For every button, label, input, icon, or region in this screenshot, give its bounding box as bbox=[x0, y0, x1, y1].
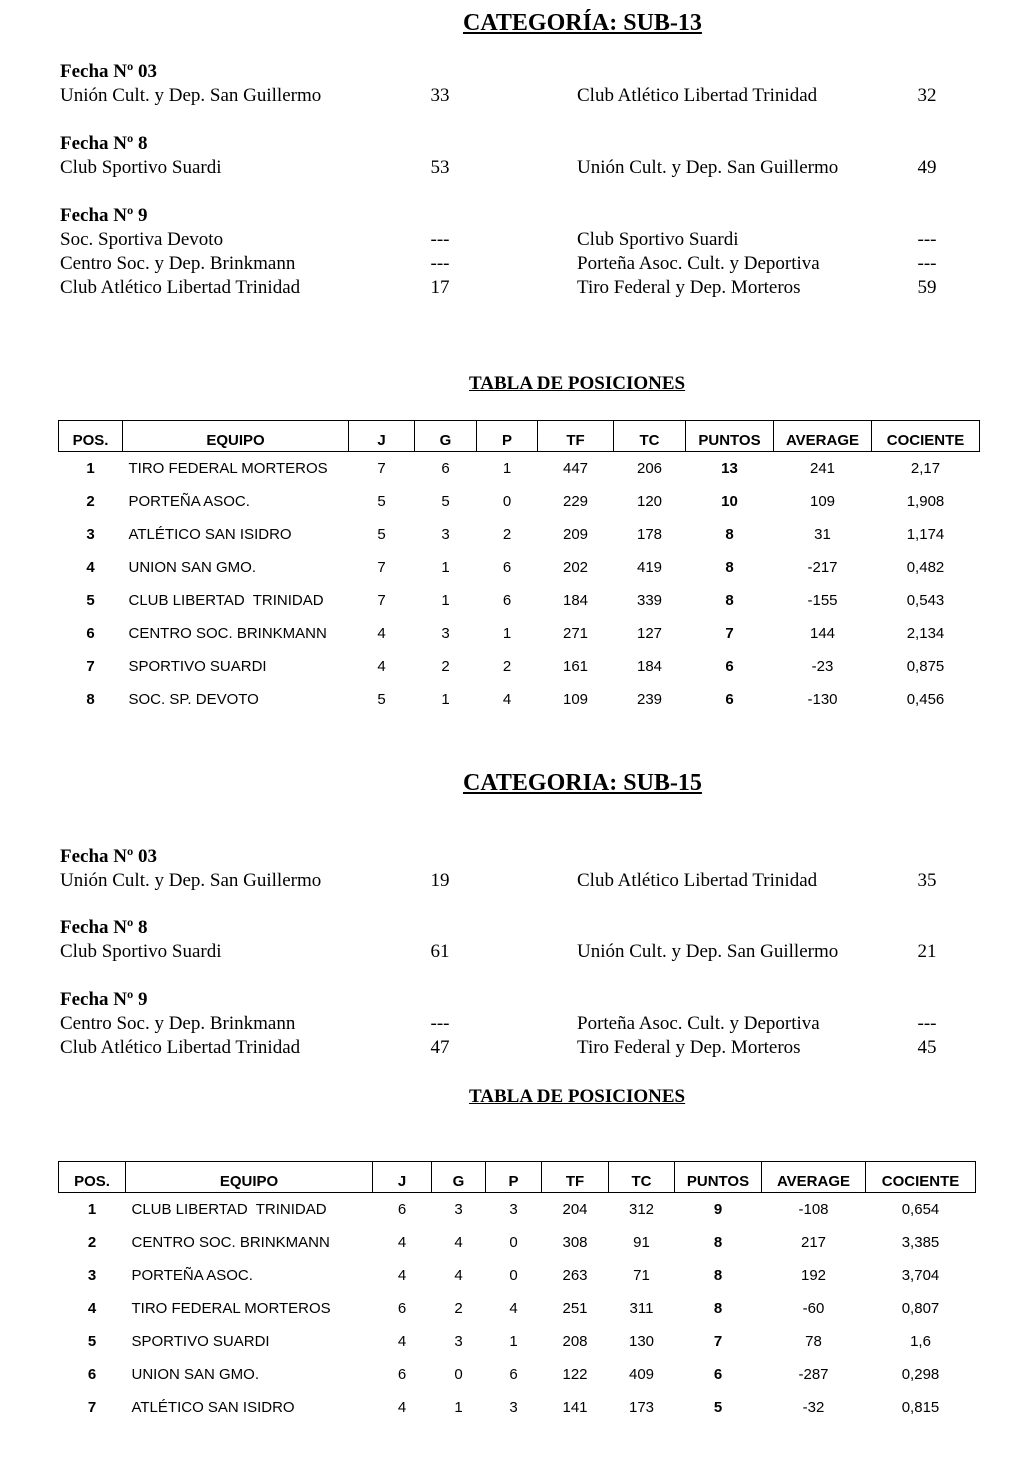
puntos-cell: 13 bbox=[721, 460, 738, 477]
cociente-cell: 0,654 bbox=[901, 1201, 940, 1218]
team-cell: PORTEÑA ASOC. bbox=[131, 1267, 253, 1284]
j-cell: 6 bbox=[397, 1300, 407, 1317]
j-cell: 4 bbox=[377, 625, 386, 642]
tc-cell: 206 bbox=[636, 460, 663, 477]
home-team: Unión Cult. y Dep. San Guillermo bbox=[60, 85, 322, 106]
standings-title: TABLA DE POSICIONES bbox=[469, 373, 686, 394]
home-score: --- bbox=[430, 253, 450, 274]
g-cell: 3 bbox=[454, 1333, 463, 1350]
j-cell: 6 bbox=[397, 1201, 407, 1218]
g-cell: 0 bbox=[454, 1366, 463, 1383]
category-title-sub15: CATEGORIA: SUB-15 bbox=[463, 770, 702, 796]
g-cell: 5 bbox=[441, 493, 450, 510]
puntos-cell: 8 bbox=[713, 1267, 723, 1284]
table-row bbox=[59, 1358, 976, 1391]
away-team: Tiro Federal y Dep. Morteros bbox=[577, 277, 801, 298]
cociente-cell: 1,6 bbox=[910, 1333, 931, 1350]
tc-cell: 184 bbox=[636, 658, 663, 675]
tf-cell: 122 bbox=[562, 1366, 588, 1383]
tc-cell: 311 bbox=[629, 1300, 654, 1317]
p-cell: 3 bbox=[509, 1399, 518, 1416]
tf-cell: 447 bbox=[562, 460, 589, 477]
away-score: --- bbox=[917, 229, 937, 250]
pos-cell: 4 bbox=[87, 1300, 97, 1317]
pos-cell: 6 bbox=[86, 625, 95, 642]
pos-cell: 1 bbox=[87, 1201, 97, 1218]
tc-cell: 91 bbox=[633, 1234, 650, 1251]
puntos-cell: 8 bbox=[725, 559, 734, 576]
away-team: Porteña Asoc. Cult. y Deportiva bbox=[577, 1013, 820, 1034]
tf-cell: 251 bbox=[562, 1300, 588, 1317]
tc-cell: 312 bbox=[628, 1201, 655, 1218]
home-score: --- bbox=[430, 1013, 450, 1034]
pos-cell: 3 bbox=[86, 526, 95, 543]
away-team: Club Atlético Libertad Trinidad bbox=[577, 85, 818, 106]
home-team: Centro Soc. y Dep. Brinkmann bbox=[60, 253, 296, 274]
g-cell: 3 bbox=[454, 1201, 463, 1218]
tf-cell: 208 bbox=[562, 1333, 588, 1350]
team-cell: CENTRO SOC. BRINKMANN bbox=[131, 1234, 330, 1251]
g-cell: 3 bbox=[441, 526, 450, 543]
table-row bbox=[59, 1292, 976, 1325]
pos-cell: 4 bbox=[86, 559, 95, 576]
cociente-cell: 1,174 bbox=[906, 526, 945, 543]
puntos-cell: 7 bbox=[725, 625, 734, 642]
home-team: Club Sportivo Suardi bbox=[60, 157, 222, 178]
tc-cell: 419 bbox=[636, 559, 663, 576]
tf-cell: 229 bbox=[562, 493, 589, 510]
pos-cell: 1 bbox=[86, 460, 95, 477]
g-cell: 2 bbox=[454, 1300, 463, 1317]
away-team: Tiro Federal y Dep. Morteros bbox=[577, 1037, 801, 1058]
g-cell: 3 bbox=[441, 625, 450, 642]
p-cell: 4 bbox=[502, 691, 512, 708]
home-score: 47 bbox=[430, 1037, 450, 1058]
g-cell: 2 bbox=[441, 658, 450, 675]
table-row bbox=[59, 1226, 976, 1259]
away-team: Unión Cult. y Dep. San Guillermo bbox=[577, 157, 839, 178]
team-cell: SPORTIVO SUARDI bbox=[128, 658, 267, 675]
p-cell: 6 bbox=[502, 559, 512, 576]
fecha-label: Fecha Nº 8 bbox=[60, 917, 148, 938]
p-cell: 0 bbox=[502, 493, 512, 510]
puntos-cell: 5 bbox=[713, 1399, 723, 1416]
cociente-cell: 3,385 bbox=[901, 1234, 940, 1251]
fecha-label: Fecha Nº 03 bbox=[60, 61, 158, 82]
g-cell: 1 bbox=[454, 1399, 463, 1416]
puntos-cell: 8 bbox=[713, 1300, 723, 1317]
team-cell: ATLÉTICO SAN ISIDRO bbox=[128, 526, 292, 543]
g-cell: 4 bbox=[454, 1234, 463, 1251]
away-score: 35 bbox=[917, 870, 937, 891]
tc-cell: 178 bbox=[636, 526, 663, 543]
cociente-cell: 1,908 bbox=[906, 493, 945, 510]
average-cell: 241 bbox=[809, 460, 836, 477]
table-row bbox=[59, 584, 980, 617]
puntos-cell: 6 bbox=[725, 691, 734, 708]
average-cell: 31 bbox=[814, 526, 831, 543]
cociente-cell: 3,704 bbox=[901, 1267, 940, 1284]
header-pos: POS. bbox=[59, 1162, 126, 1193]
header-equipo: EQUIPO bbox=[126, 1162, 373, 1193]
tc-cell: 409 bbox=[628, 1366, 655, 1383]
category-title-sub13: CATEGORÍA: SUB-13 bbox=[463, 10, 702, 36]
tf-cell: 202 bbox=[562, 559, 589, 576]
tf-cell: 271 bbox=[562, 625, 589, 642]
away-score: 49 bbox=[917, 157, 937, 178]
home-score: 17 bbox=[430, 277, 450, 298]
table-header-row bbox=[59, 1162, 976, 1193]
pos-cell: 7 bbox=[87, 1399, 97, 1416]
j-cell: 4 bbox=[397, 1399, 407, 1416]
team-cell: CLUB LIBERTAD TRINIDAD bbox=[131, 1201, 327, 1218]
pos-cell: 2 bbox=[86, 493, 95, 510]
p-cell: 2 bbox=[502, 658, 512, 675]
g-cell: 4 bbox=[454, 1267, 463, 1284]
table-row bbox=[59, 1391, 976, 1424]
home-team: Soc. Sportiva Devoto bbox=[60, 229, 224, 250]
header-cociente: COCIENTE bbox=[872, 421, 980, 452]
table-row bbox=[59, 1259, 976, 1292]
j-cell: 4 bbox=[377, 658, 386, 675]
pos-cell: 6 bbox=[87, 1366, 97, 1383]
g-cell: 6 bbox=[441, 460, 450, 477]
j-cell: 4 bbox=[397, 1234, 407, 1251]
j-cell: 7 bbox=[377, 559, 386, 576]
table-row bbox=[59, 1193, 976, 1227]
fecha-label: Fecha Nº 9 bbox=[60, 205, 148, 226]
home-score: 19 bbox=[430, 870, 450, 891]
table-header-row bbox=[59, 421, 980, 452]
header-tf: TF bbox=[542, 1162, 609, 1193]
header-average: AVERAGE bbox=[762, 1162, 866, 1193]
team-cell: TIRO FEDERAL MORTEROS bbox=[128, 460, 328, 477]
table-row bbox=[59, 1325, 976, 1358]
cociente-cell: 0,543 bbox=[906, 592, 945, 609]
tc-cell: 130 bbox=[628, 1333, 655, 1350]
j-cell: 6 bbox=[397, 1366, 407, 1383]
pos-cell: 7 bbox=[86, 658, 95, 675]
puntos-cell: 8 bbox=[713, 1234, 723, 1251]
fecha-label: Fecha Nº 9 bbox=[60, 989, 148, 1010]
away-score: 32 bbox=[917, 85, 937, 106]
puntos-cell: 8 bbox=[725, 592, 734, 609]
header-tc: TC bbox=[614, 421, 686, 452]
p-cell: 1 bbox=[509, 1333, 518, 1350]
away-score: 59 bbox=[917, 277, 937, 298]
header-tc: TC bbox=[609, 1162, 675, 1193]
standings-title: TABLA DE POSICIONES bbox=[469, 1086, 686, 1107]
j-cell: 7 bbox=[377, 592, 386, 609]
average-cell: -217 bbox=[807, 559, 838, 576]
table-row bbox=[59, 518, 980, 551]
home-team: Club Atlético Libertad Trinidad bbox=[60, 277, 301, 298]
p-cell: 0 bbox=[509, 1267, 518, 1284]
puntos-cell: 7 bbox=[713, 1333, 723, 1350]
g-cell: 1 bbox=[441, 559, 450, 576]
header-average: AVERAGE bbox=[774, 421, 872, 452]
header-pos: POS. bbox=[59, 421, 123, 452]
average-cell: -287 bbox=[798, 1366, 829, 1383]
p-cell: 2 bbox=[502, 526, 512, 543]
g-cell: 1 bbox=[441, 592, 450, 609]
standings-table-sub15 bbox=[58, 1161, 976, 1424]
header-puntos: PUNTOS bbox=[675, 1162, 762, 1193]
header-puntos: PUNTOS bbox=[686, 421, 774, 452]
header-g: G bbox=[432, 1162, 486, 1193]
average-cell: 109 bbox=[809, 493, 836, 510]
table-row bbox=[59, 452, 980, 486]
team-cell: SPORTIVO SUARDI bbox=[131, 1333, 270, 1350]
fecha-label: Fecha Nº 8 bbox=[60, 133, 148, 154]
cociente-cell: 0,298 bbox=[901, 1366, 940, 1383]
j-cell: 4 bbox=[397, 1267, 407, 1284]
average-cell: -23 bbox=[811, 658, 834, 675]
header-j: J bbox=[349, 421, 415, 452]
average-cell: 144 bbox=[809, 625, 836, 642]
team-cell: CLUB LIBERTAD TRINIDAD bbox=[128, 592, 324, 609]
tf-cell: 204 bbox=[562, 1201, 588, 1218]
cociente-cell: 2,17 bbox=[910, 460, 941, 477]
j-cell: 5 bbox=[377, 493, 386, 510]
tc-cell: 71 bbox=[633, 1267, 650, 1284]
p-cell: 1 bbox=[502, 625, 512, 642]
away-score: --- bbox=[917, 253, 937, 274]
j-cell: 5 bbox=[377, 691, 386, 708]
cociente-cell: 0,815 bbox=[901, 1399, 940, 1416]
table-row bbox=[59, 551, 980, 584]
average-cell: 217 bbox=[800, 1234, 827, 1251]
tc-cell: 239 bbox=[636, 691, 663, 708]
p-cell: 6 bbox=[502, 592, 512, 609]
tf-cell: 263 bbox=[562, 1267, 588, 1284]
table-row bbox=[59, 617, 980, 650]
away-score: 45 bbox=[917, 1037, 937, 1058]
tc-cell: 339 bbox=[636, 592, 663, 609]
tc-cell: 127 bbox=[636, 625, 663, 642]
standings-table-sub13 bbox=[58, 420, 980, 716]
p-cell: 6 bbox=[509, 1366, 518, 1383]
tf-cell: 141 bbox=[562, 1399, 588, 1416]
pos-cell: 5 bbox=[86, 592, 95, 609]
home-score: --- bbox=[430, 229, 450, 250]
away-team: Unión Cult. y Dep. San Guillermo bbox=[577, 941, 839, 962]
average-cell: 192 bbox=[800, 1267, 827, 1284]
pos-cell: 2 bbox=[87, 1234, 97, 1251]
team-cell: ATLÉTICO SAN ISIDRO bbox=[131, 1399, 295, 1416]
away-team: Club Atlético Libertad Trinidad bbox=[577, 870, 818, 891]
pos-cell: 5 bbox=[87, 1333, 97, 1350]
tf-cell: 308 bbox=[562, 1234, 588, 1251]
tf-cell: 161 bbox=[562, 658, 589, 675]
away-score: --- bbox=[917, 1013, 937, 1034]
puntos-cell: 6 bbox=[713, 1366, 723, 1383]
cociente-cell: 2,134 bbox=[906, 625, 945, 642]
home-team: Club Atlético Libertad Trinidad bbox=[60, 1037, 301, 1058]
away-score: 21 bbox=[917, 941, 937, 962]
header-tf: TF bbox=[538, 421, 614, 452]
puntos-cell: 10 bbox=[721, 493, 738, 510]
header-cociente: COCIENTE bbox=[866, 1162, 976, 1193]
header-equipo: EQUIPO bbox=[123, 421, 349, 452]
puntos-cell: 8 bbox=[725, 526, 734, 543]
table-row bbox=[59, 485, 980, 518]
puntos-cell: 6 bbox=[725, 658, 734, 675]
fecha-label: Fecha Nº 03 bbox=[60, 846, 158, 867]
header-p: P bbox=[477, 421, 538, 452]
home-score: 53 bbox=[430, 157, 450, 178]
team-cell: UNION SAN GMO. bbox=[128, 559, 257, 576]
pos-cell: 3 bbox=[87, 1267, 97, 1284]
tf-cell: 209 bbox=[562, 526, 589, 543]
home-score: 33 bbox=[430, 85, 450, 106]
average-cell: -108 bbox=[798, 1201, 829, 1218]
team-cell: CENTRO SOC. BRINKMANN bbox=[128, 625, 327, 642]
home-team: Club Sportivo Suardi bbox=[60, 941, 222, 962]
tf-cell: 109 bbox=[562, 691, 589, 708]
p-cell: 3 bbox=[509, 1201, 518, 1218]
table-row bbox=[59, 650, 980, 683]
home-team: Centro Soc. y Dep. Brinkmann bbox=[60, 1013, 296, 1034]
average-cell: -32 bbox=[802, 1399, 825, 1416]
average-cell: 78 bbox=[805, 1333, 822, 1350]
p-cell: 4 bbox=[509, 1300, 518, 1317]
p-cell: 1 bbox=[502, 460, 512, 477]
tf-cell: 184 bbox=[562, 592, 589, 609]
average-cell: -130 bbox=[807, 691, 838, 708]
average-cell: -60 bbox=[802, 1300, 825, 1317]
team-cell: SOC. SP. DEVOTO bbox=[128, 691, 259, 708]
header-p: P bbox=[486, 1162, 542, 1193]
tc-cell: 120 bbox=[636, 493, 663, 510]
j-cell: 4 bbox=[397, 1333, 407, 1350]
home-team: Unión Cult. y Dep. San Guillermo bbox=[60, 870, 322, 891]
average-cell: -155 bbox=[807, 592, 838, 609]
header-j: J bbox=[373, 1162, 432, 1193]
cociente-cell: 0,807 bbox=[901, 1300, 940, 1317]
p-cell: 0 bbox=[509, 1234, 518, 1251]
away-team: Club Sportivo Suardi bbox=[577, 229, 739, 250]
j-cell: 5 bbox=[377, 526, 386, 543]
team-cell: PORTEÑA ASOC. bbox=[128, 493, 250, 510]
team-cell: TIRO FEDERAL MORTEROS bbox=[131, 1300, 331, 1317]
away-team: Porteña Asoc. Cult. y Deportiva bbox=[577, 253, 820, 274]
cociente-cell: 0,482 bbox=[906, 559, 945, 576]
home-score: 61 bbox=[430, 941, 450, 962]
g-cell: 1 bbox=[441, 691, 450, 708]
puntos-cell: 9 bbox=[713, 1201, 723, 1218]
header-g: G bbox=[415, 421, 477, 452]
table-row bbox=[59, 683, 980, 716]
cociente-cell: 0,456 bbox=[906, 691, 945, 708]
pos-cell: 8 bbox=[86, 691, 95, 708]
team-cell: UNION SAN GMO. bbox=[131, 1366, 260, 1383]
cociente-cell: 0,875 bbox=[906, 658, 945, 675]
j-cell: 7 bbox=[377, 460, 386, 477]
tc-cell: 173 bbox=[628, 1399, 655, 1416]
